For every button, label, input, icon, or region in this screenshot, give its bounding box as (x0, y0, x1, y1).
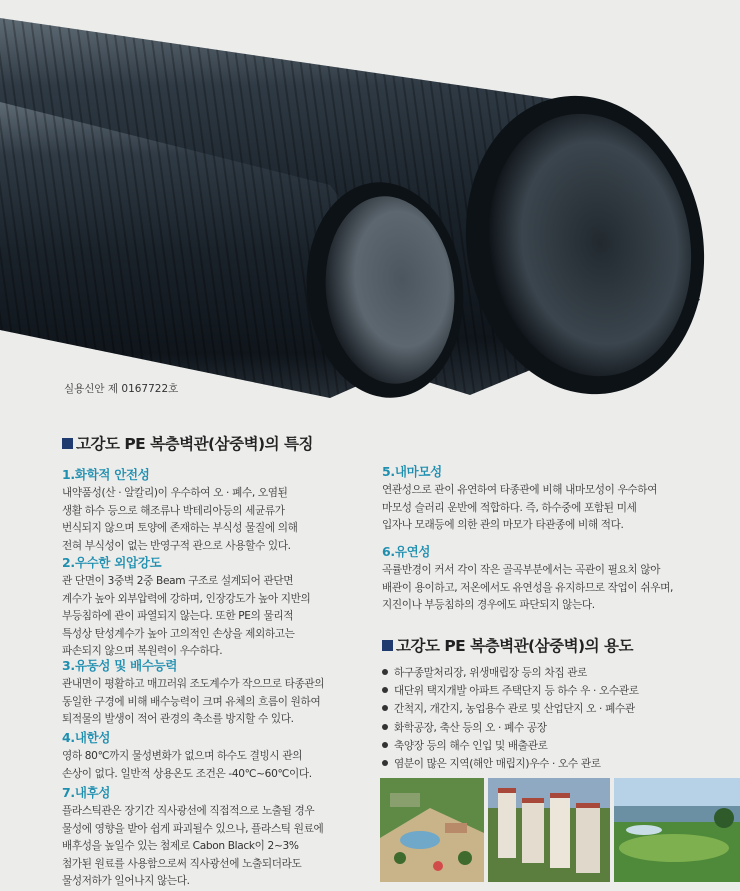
feature-body: 곡률반경이 커서 각이 작은 골곡부분에서는 곡관이 필요치 않아 배관이 용이하고, 저온에서도 유연성을 유지하므로 작업이 쉬우며, 지진이나 부등침하의 경우에도 파단되지 않는다. (382, 564, 673, 612)
feature-heading: 1.화학적 안전성 (62, 467, 150, 482)
features-title (62, 432, 313, 454)
golf-field-photo (614, 778, 740, 882)
uses-title (382, 634, 633, 656)
list-item: 축양장 등의 해수 인입 및 배출관로 (382, 737, 639, 755)
uses-title-text: 고강도 PE 복층벽관(삼중벽)의 용도 (396, 637, 633, 655)
uses-list (382, 664, 639, 773)
feature-flow-drainage (62, 656, 324, 729)
feature-chemical-safety (62, 465, 298, 555)
feature-external-pressure (62, 553, 310, 661)
feature-body: 관 단면이 3중벽 2중 Beam 구조로 설계되어 관단면 계수가 높아 외부압력에 강하며, 인장강도가 높아 지반의 부등침하에 관이 파열되지 않는다. 또한 PE의 물리적 특성상 탄성계수가 높아 고의적인 손상을 제외하고는 파손되지 않으며 복원력이 우수하다. (62, 575, 311, 658)
bullet-icon (382, 760, 388, 766)
feature-body: 내약품성(산 · 알칼리)이 우수하여 오 · 폐수, 오염된 생활 하수 등으로 해조류나 박테리아등의 세균류가 번식되지 않으며 토양에 존재하는 부식성 물질에 의해 전혀 부식성이 없는 반영구적 관으로 사용할수 있다. (62, 487, 298, 552)
features-title-text: 고강도 PE 복층벽관(삼중벽)의 특징 (76, 435, 313, 453)
bullet-icon (382, 687, 388, 693)
feature-heading: 5.내마모성 (382, 464, 442, 479)
title-square-icon (382, 640, 393, 651)
feature-heading: 3.유동성 및 배수능력 (62, 658, 178, 673)
feature-wear-resistance (382, 462, 657, 535)
feature-heading: 6.유연성 (382, 544, 431, 559)
bullet-icon (382, 705, 388, 711)
list-item: 염분이 많은 지역(해안 매립지)우수 · 오수 관로 (382, 755, 639, 773)
list-item: 하구종말처리장, 위생매립장 등의 차집 관로 (382, 664, 639, 682)
feature-heading: 7.내후성 (62, 785, 111, 800)
feature-body: 연관성으로 관이 유연하여 타종관에 비해 내마모성이 우수하여 마모성 슬러리 운반에 적합하다. 즉, 하수중에 포함된 미세 입자나 모래등에 의한 관의 마모가 타관종에 비해 적다. (382, 484, 658, 532)
feature-body: 플라스틱관은 장기간 직사광선에 직접적으로 노출될 경우 물성에 영향을 받아 쉽게 파괴될수 있으나, 플라스틱 원료에 배후성을 높일수 있는 첨제로 Cabon Black이 2~3% 첨가된 원료를 사용함으로써 직사광선에 노출되더라도 물성저하가 일어나지 않는다. (62, 805, 324, 888)
apartment-complex-photo (488, 778, 610, 882)
feature-cold-resistance (62, 728, 312, 783)
pipes-photo (0, 0, 740, 430)
bullet-icon (382, 669, 388, 675)
patent-note: 실용신안 제 0167722호 (64, 383, 179, 395)
feature-heading: 2.우수한 외압강도 (62, 555, 162, 570)
list-item: 간척지, 개간지, 농업용수 관로 및 산업단지 오 · 폐수관 (382, 700, 639, 718)
feature-flexibility (382, 542, 673, 615)
feature-body: 영하 80℃까지 물성변화가 없으며 하수도 결빙시 관의 손상이 없다. 일반적 상용온도 조건은 -40℃~60℃이다. (62, 750, 312, 780)
bullet-icon (382, 724, 388, 730)
feature-heading: 4.내한성 (62, 730, 111, 745)
feature-weather-resistance (62, 783, 323, 891)
feature-body: 관내면이 평활하고 매끄러워 조도계수가 작으므로 타종관의 동일한 구경에 비해 배수능력이 크며 유체의 흐름이 원하여 퇴적물의 발생이 적어 관경의 축소를 방지할 수 있다. (62, 678, 325, 726)
bullet-icon (382, 742, 388, 748)
title-square-icon (62, 438, 73, 449)
park-aerial-photo (380, 778, 484, 882)
list-item: 대단위 택지개발 아파트 주택단지 등 하수 우 · 오수관로 (382, 682, 639, 700)
list-item: 화학공장, 축산 등의 오 · 폐수 공장 (382, 719, 639, 737)
